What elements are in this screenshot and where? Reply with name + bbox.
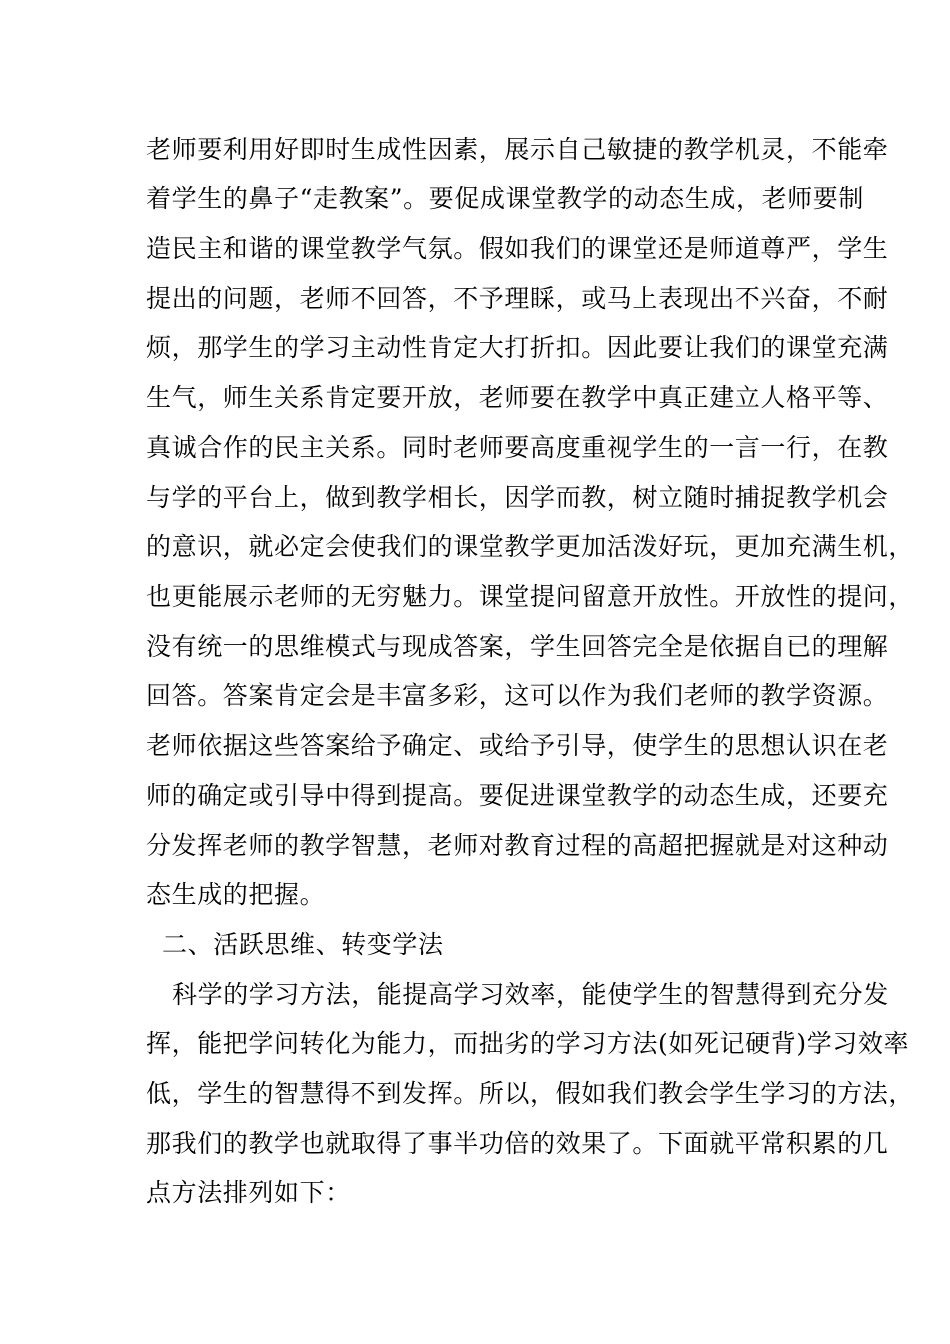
- text-line: 提出的问题，老师不回答，不予理睬，或马上表现出不兴奋，不耐: [146, 284, 889, 313]
- text-line: 挥，能把学问转化为能力，而拙劣的学习方法(如死记硬背)学习效率: [146, 1029, 910, 1058]
- text-line: 真诚合作的民主关系。同时老师要高度重视学生的一言一行，在教: [146, 433, 889, 462]
- text-line: 的意识，就必定会使我们的课堂教学更加活泼好玩，更加充满生机，: [146, 532, 915, 561]
- text-line: 着学生的鼻子“走教案”。要促成课堂教学的动态生成，老师要制: [146, 184, 864, 213]
- text-line: 分发挥老师的教学智慧，老师对教育过程的高超把握就是对这种动: [146, 831, 889, 860]
- text-line: 态生成的把握。: [146, 880, 326, 909]
- text-line: 生气，师生关系肯定要开放，老师要在教学中真正建立人格平等、: [146, 383, 889, 412]
- text-line: 回答。答案肯定会是丰富多彩，这可以作为我们老师的教学资源。: [146, 681, 889, 710]
- text-line: 师的确定或引导中得到提高。要促进课堂教学的动态生成，还要充: [146, 781, 889, 810]
- text-line: 也更能展示老师的无穷魅力。课堂提问留意开放性。开放性的提问，: [146, 582, 915, 611]
- text-line: 没有统一的思维模式与现成答案，学生回答完全是依据自已的理解: [146, 632, 889, 661]
- text-line: 那我们的教学也就取得了事半功倍的效果了。下面就平常积累的几: [146, 1129, 889, 1158]
- text-line: 老师依据这些答案给予确定、或给予引导，使学生的思想认识在老: [146, 731, 889, 760]
- text-line: 点方法排列如下：: [146, 1178, 351, 1207]
- paragraph-first-line: 科学的学习方法，能提高学习效率，能使学生的智慧得到充分发: [172, 980, 889, 1009]
- text-line: 造民主和谐的课堂教学气氛。假如我们的课堂还是师道尊严，学生: [146, 234, 889, 263]
- text-line: 与学的平台上，做到教学相长，因学而教，树立随时捕捉教学机会: [146, 483, 889, 512]
- text-line: 老师要利用好即时生成性因素，展示自己敏捷的教学机灵，不能牵: [146, 135, 889, 164]
- text-line: 烦，那学生的学习主动性肯定大打折扣。因此要让我们的课堂充满: [146, 333, 889, 362]
- section-heading: 二、活跃思维、转变学法: [162, 930, 444, 959]
- text-line: 低，学生的智慧得不到发挥。所以，假如我们教会学生学习的方法，: [146, 1079, 915, 1108]
